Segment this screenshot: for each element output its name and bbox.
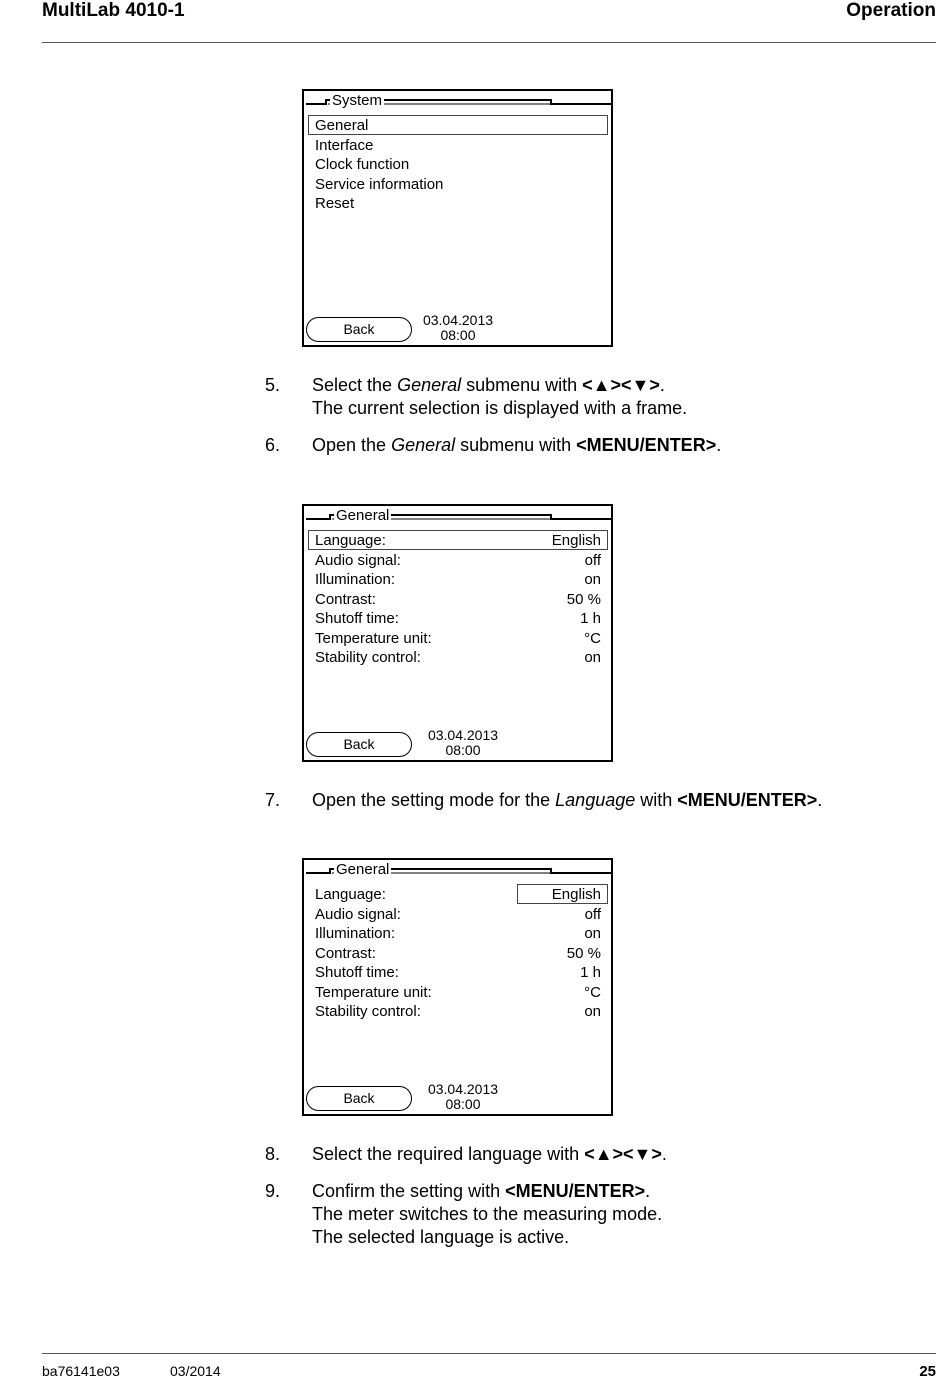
setting-value: 1 h <box>580 610 601 627</box>
general-settings-screen <box>302 504 613 762</box>
settings-list <box>308 530 608 667</box>
step-line-2: The meter switches to the measuring mode. <box>312 1204 663 1224</box>
setting-illumination[interactable] <box>308 923 608 943</box>
setting-label: Audio signal: <box>315 551 401 569</box>
document-date: 03/2014 <box>170 1363 221 1379</box>
setting-label: Language: <box>315 532 386 549</box>
setting-value: 50 % <box>566 944 601 962</box>
setting-label: Contrast: <box>315 944 376 962</box>
step-text: Select the required language with <box>312 1144 585 1164</box>
screen-title: General <box>336 507 390 524</box>
manual-title: MultiLab 4010-1 <box>42 0 185 21</box>
setting-value: on <box>584 1003 601 1020</box>
setting-audio-signal[interactable] <box>308 904 608 924</box>
setting-stability-control[interactable] <box>308 1001 608 1021</box>
setting-contrast[interactable] <box>308 589 608 609</box>
step-text: submenu with <box>461 375 583 395</box>
setting-value: off <box>584 905 601 923</box>
setting-value: °C <box>584 983 601 1001</box>
step-key: <MENU/ENTER> <box>505 1181 646 1201</box>
setting-language[interactable] <box>308 530 608 550</box>
system-menu-list <box>308 115 608 213</box>
status-date: 03.04.2013 <box>427 727 499 743</box>
setting-label: Illumination: <box>315 571 396 588</box>
setting-label: Illumination: <box>315 925 396 942</box>
setting-shutoff-time[interactable] <box>308 962 608 982</box>
step-text: Select the <box>312 375 398 395</box>
setting-value: °C <box>584 629 601 647</box>
setting-label: Shutoff time: <box>315 964 399 981</box>
step-line-2: The current selection is displayed with a frame. <box>312 398 688 418</box>
step-number: 5. <box>265 375 281 395</box>
back-button[interactable]: Back <box>306 1086 412 1111</box>
status-date: 03.04.2013 <box>422 312 494 328</box>
step-text: Confirm the setting with <box>312 1181 506 1201</box>
settings-list <box>308 884 608 1021</box>
status-datetime <box>425 728 501 758</box>
setting-label: Audio signal: <box>315 905 401 923</box>
setting-value: on <box>584 649 601 666</box>
step-text: . <box>645 1181 651 1201</box>
setting-value: English <box>551 532 601 549</box>
setting-audio-signal[interactable] <box>308 550 608 570</box>
step-number: 6. <box>265 435 281 455</box>
setting-temperature-unit[interactable] <box>308 628 608 648</box>
screen-title: System <box>332 92 383 109</box>
step-text: Open the setting mode for the <box>312 790 556 810</box>
setting-value-editing[interactable]: English <box>517 884 608 904</box>
footer-rule <box>42 1353 936 1354</box>
setting-value: off <box>584 551 601 569</box>
setting-contrast[interactable] <box>308 943 608 963</box>
setting-value: 50 % <box>566 590 601 608</box>
setting-label: Contrast: <box>315 590 376 608</box>
setting-value: on <box>584 925 601 942</box>
back-button[interactable]: Back <box>306 732 412 757</box>
status-time: 08:00 <box>445 1096 481 1112</box>
setting-shutoff-time[interactable] <box>308 608 608 628</box>
menu-item-service-information[interactable]: Service information <box>315 175 444 193</box>
step-key: <▲><▼> <box>582 375 660 395</box>
setting-label: Temperature unit: <box>315 983 432 1001</box>
step-text: submenu with <box>455 435 577 455</box>
step-number: 8. <box>265 1144 281 1164</box>
setting-label: Stability control: <box>315 649 421 666</box>
section-title: Operation <box>846 0 936 21</box>
status-datetime <box>420 313 496 343</box>
step-emphasis: Language <box>555 790 636 810</box>
back-button[interactable]: Back <box>306 317 412 342</box>
menu-item-clock-function[interactable]: Clock function <box>315 156 410 173</box>
setting-illumination[interactable] <box>308 569 608 589</box>
menu-item-general[interactable]: General <box>308 115 608 135</box>
setting-value: on <box>584 571 601 588</box>
step-text: Open the <box>312 435 392 455</box>
setting-label: Language: <box>315 886 386 903</box>
setting-stability-control[interactable] <box>308 647 608 667</box>
status-time: 08:00 <box>440 327 476 343</box>
step-text: . <box>716 435 722 455</box>
step-text: . <box>659 375 665 395</box>
setting-language[interactable] <box>308 884 608 904</box>
step-line-3: The selected language is active. <box>312 1227 570 1247</box>
setting-temperature-unit[interactable] <box>308 982 608 1002</box>
general-settings-edit-screen <box>302 858 613 1116</box>
step-emphasis: General <box>391 435 456 455</box>
status-time: 08:00 <box>445 742 481 758</box>
step-text: . <box>817 790 823 810</box>
step-number: 7. <box>265 790 281 810</box>
setting-label: Shutoff time: <box>315 610 399 627</box>
menu-item-interface[interactable]: Interface <box>315 136 374 154</box>
step-text: . <box>661 1144 667 1164</box>
system-menu-screen <box>302 89 613 347</box>
page-number: 25 <box>919 1363 936 1380</box>
step-key: <MENU/ENTER> <box>576 435 717 455</box>
header-rule <box>42 42 936 43</box>
setting-label: Stability control: <box>315 1003 421 1020</box>
step-key: <MENU/ENTER> <box>677 790 818 810</box>
status-datetime <box>425 1082 501 1112</box>
screen-title: General <box>336 861 390 878</box>
step-key: <▲><▼> <box>584 1144 662 1164</box>
document-code: ba76141e03 <box>42 1363 120 1379</box>
menu-item-reset[interactable]: Reset <box>315 195 355 212</box>
setting-value: 1 h <box>580 964 601 981</box>
step-emphasis: General <box>397 375 462 395</box>
step-text: with <box>635 790 678 810</box>
step-number: 9. <box>265 1181 281 1201</box>
setting-label: Temperature unit: <box>315 629 432 647</box>
status-date: 03.04.2013 <box>427 1081 499 1097</box>
